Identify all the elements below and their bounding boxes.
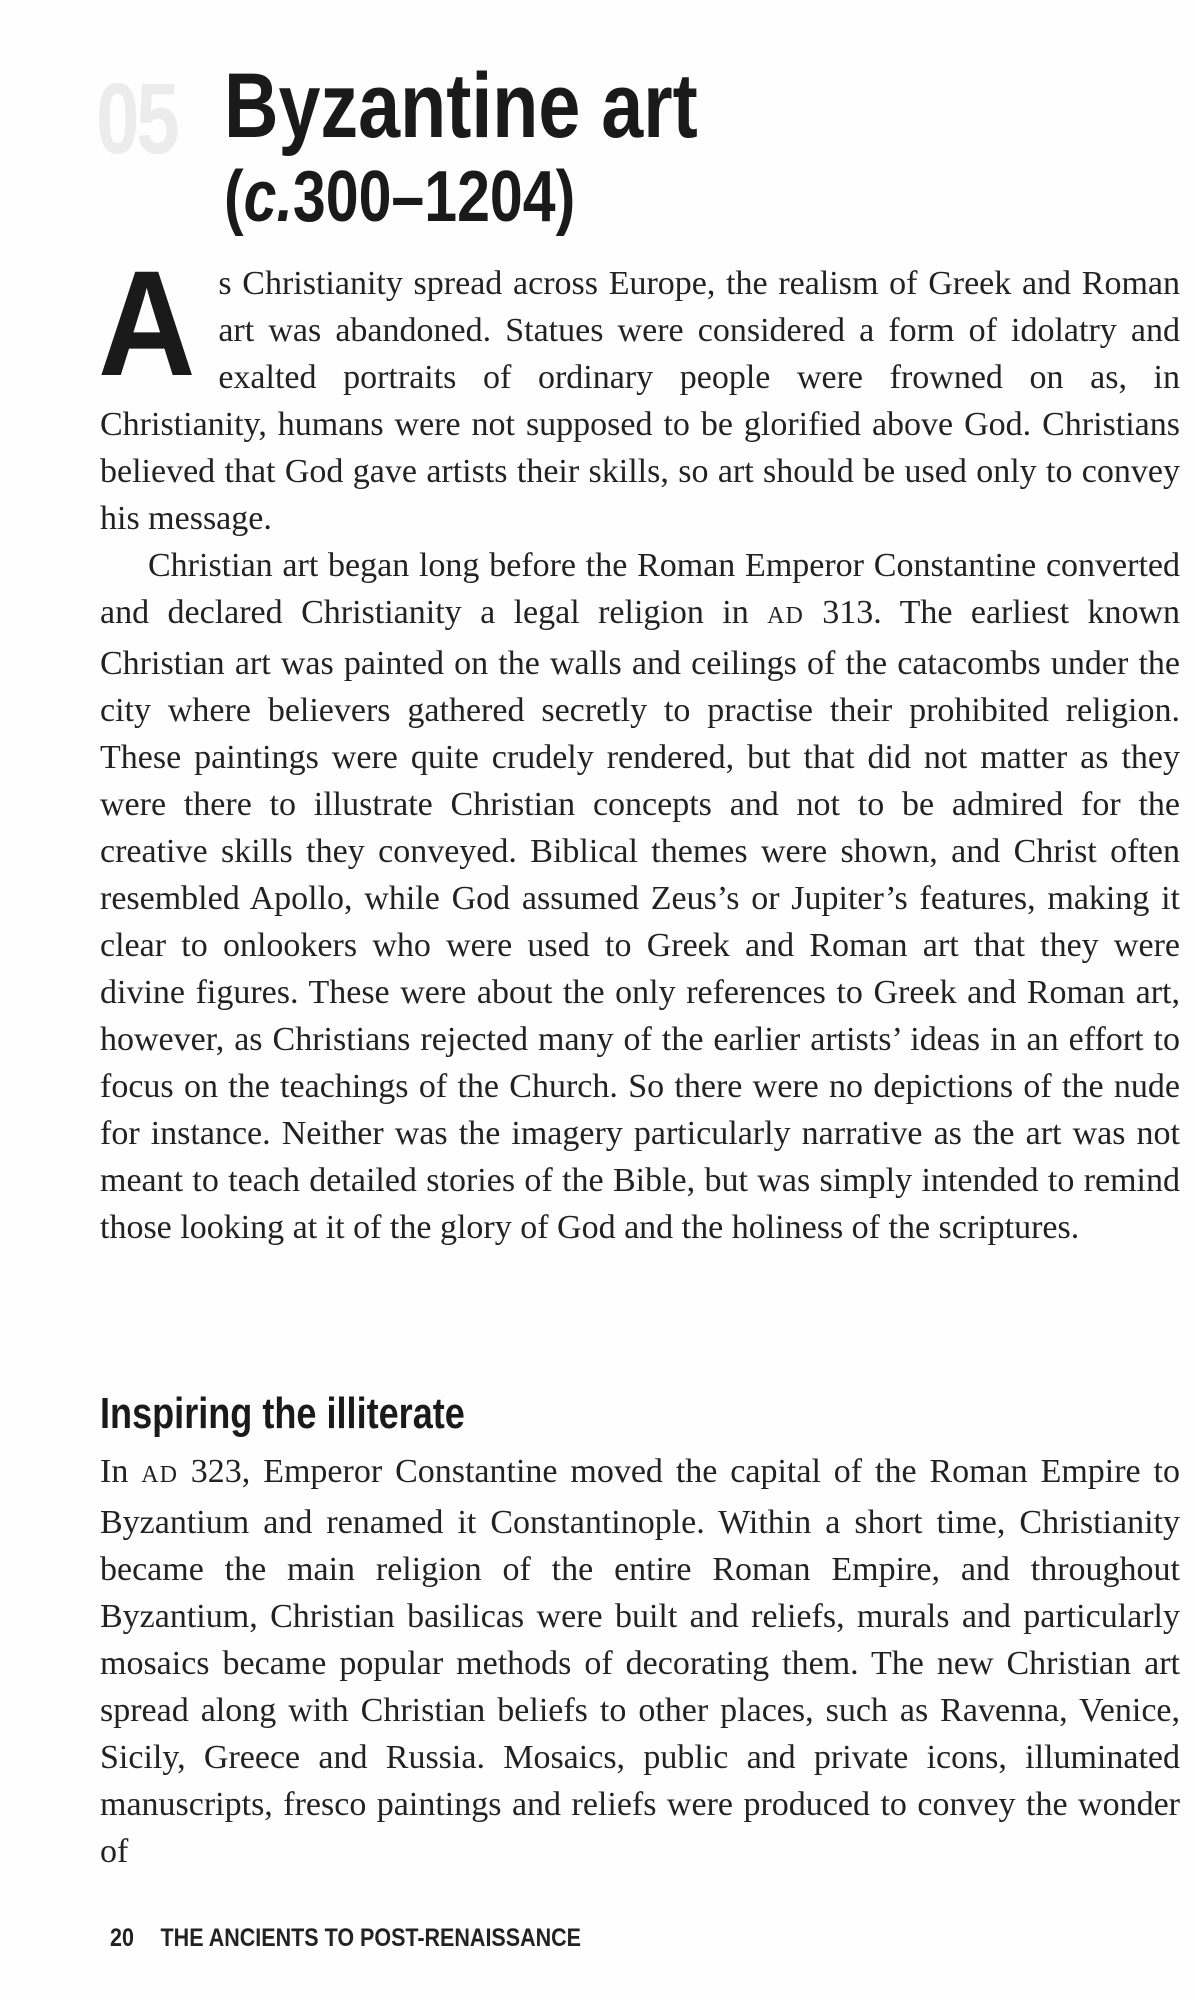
running-title: THE ANCIENTS TO POST-RENAISSANCE [160, 1924, 582, 1952]
era-abbreviation: AD [767, 603, 804, 629]
section-heading: Inspiring the illiterate [100, 1389, 465, 1438]
paragraph-3-text-b: 323, Emperor Constantine moved the capital of the Roman Empire to Byzantium and renamed it Constantinople. Within a short time, Christianity became the main religion of the entire Roman Empire, and throughout Byzantium, Christian basilicas were built and reliefs, murals and particularly mosaics became popular methods of decorating them. The new Christian art spread along with Christian beliefs to other places, such as Ravenna, Venice, Sicily, Greece and Russia. Mosaics, public and private icons, illuminated manuscripts, fresco paintings and reliefs were produced to convey the wonder of [100, 1453, 1180, 1870]
paragraph-2-text-a: Christian art began long before the Roman Emperor Constantine converted and declared Christianity a legal religion in [100, 547, 1180, 631]
date-open-paren: ( [224, 157, 244, 237]
date-circa: c. [243, 157, 293, 237]
date-years: 300–1204) [292, 157, 576, 237]
intro-paragraph [98, 239, 1180, 542]
paragraph-2-text-b: 313. The earliest known Christian art was painted on the walls and ceilings of the catacombs under the city where believers gathered secretly to practise their prohibited religion. These paintings were quite crudely rendered, but that did not matter as they were there to illustrate Christian concepts and not to be admired for the creative skills they conveyed. Biblical themes were shown, and Christ often resembled Apollo, while God assumed Zeus’s or Jupiter’s features, making it clear to onlookers who were used to Greek and Roman art that they were divine figures. These were about the only references to Greek and Roman art, however, as Christians rejected many of the earlier artists’ ideas in an effort to focus on the teachings of the Church. So there were no depictions of the nude for instance. Neither was the imagery particularly narrative as the art was not meant to teach detailed stories of the Bible, but was simply intended to remind those looking at it of the glory of God and the holiness of the scriptures. [100, 594, 1181, 1246]
drop-cap: A [98, 239, 196, 407]
page-footer [110, 1924, 581, 1953]
paragraph-3-text-a: In [100, 1453, 142, 1490]
chapter-number: 05 [96, 63, 177, 175]
intro-paragraph-text: s Christianity spread across Europe, the realism of Greek and Roman art was abandoned. Statues were considered a form of idolatry and exalted portraits of ordinary people were frowned on as, in Christianity, humans were not supposed to be glorified above God. Christians believed that God gave artists their skills, so art should be used only to convey his message. [100, 265, 1180, 537]
body-paragraph-3 [100, 1448, 1180, 1875]
era-abbreviation: AD [141, 1462, 178, 1488]
chapter-title: Byzantine art [224, 55, 698, 157]
chapter-date-range [224, 158, 575, 236]
body-paragraph-2 [100, 542, 1180, 1251]
page-number: 20 [110, 1924, 134, 1952]
